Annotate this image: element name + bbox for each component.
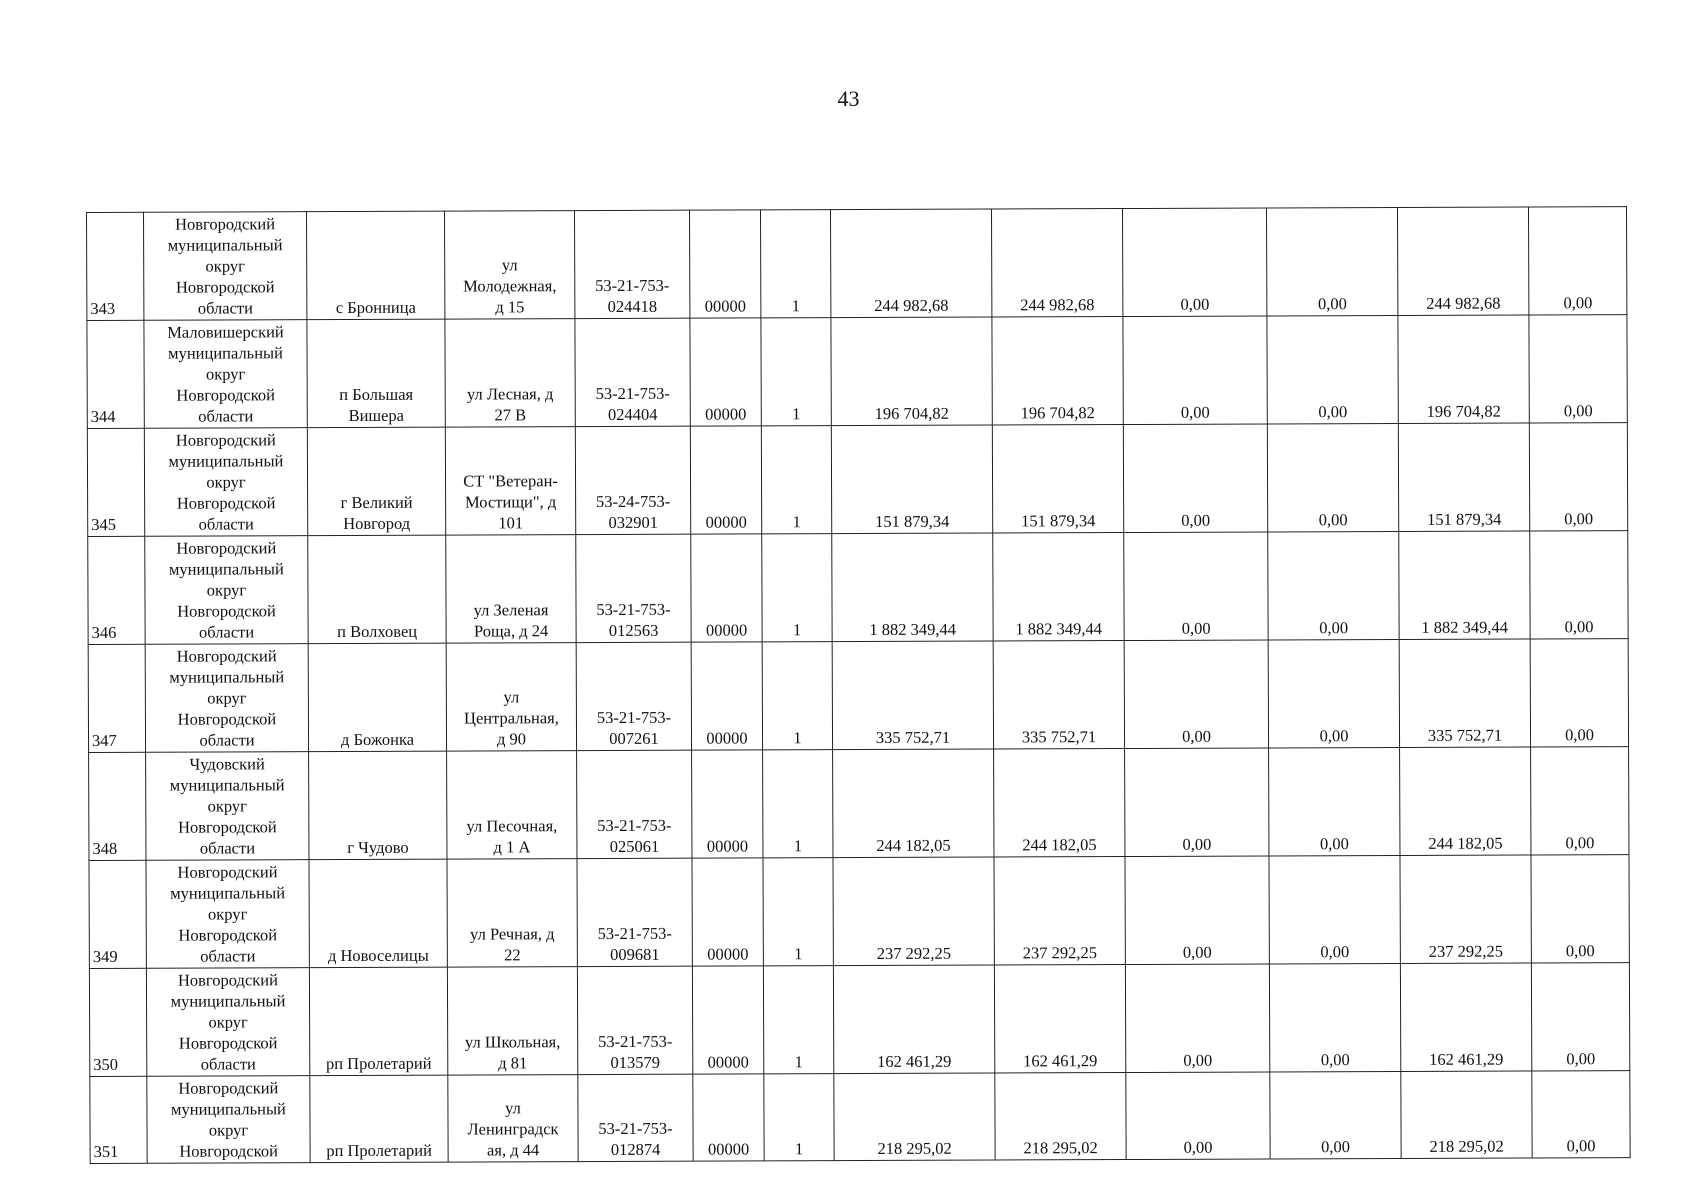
count-cell: 1 [764, 1074, 834, 1161]
settlement-cell: г Великий Новгород [307, 427, 445, 536]
code-cell: 53-21-753- 025061 [577, 750, 692, 858]
amount-cell-5: 218 295,02 [1401, 1071, 1532, 1159]
amount-cell-3: 0,00 [1124, 640, 1268, 749]
amount-cell-4: 0,00 [1269, 747, 1400, 856]
row-number-cell: 348 [89, 752, 146, 860]
row-number-cell: 349 [89, 860, 146, 968]
amount-cell-3: 0,00 [1123, 424, 1267, 533]
amount-cell-4: 0,00 [1270, 1071, 1401, 1159]
amount-cell-3: 0,00 [1124, 532, 1268, 641]
address-cell: ул Центральная, д 90 [446, 643, 576, 751]
amount-total-cell: 162 461,29 [833, 965, 994, 1074]
amount-cell-2: 151 879,34 [992, 425, 1123, 534]
zero-code-cell: 00000 [692, 966, 763, 1074]
settlement-cell: рп Пролетарий [310, 1075, 448, 1163]
row-number-cell: 344 [87, 320, 144, 428]
amount-cell-2: 335 752,71 [993, 641, 1124, 750]
row-number-cell: 343 [87, 212, 144, 320]
address-cell: ул Песочная, д 1 А [447, 751, 577, 859]
amount-total-cell: 335 752,71 [832, 641, 993, 750]
amount-cell-2: 1 882 349,44 [993, 533, 1124, 642]
amount-cell-5: 151 879,34 [1398, 423, 1529, 532]
district-cell: Новгородский муниципальный округ Новгородской области [146, 860, 309, 969]
zero-code-cell: 00000 [692, 858, 763, 966]
count-cell: 1 [763, 966, 833, 1074]
district-cell: Новгородский муниципальный округ Новгородской области [145, 536, 308, 645]
address-cell: ул Лесная, д 27 В [445, 319, 575, 427]
amount-cell-6: 0,00 [1530, 531, 1628, 639]
settlement-cell: д Божонка [308, 643, 446, 752]
code-cell: 53-24-753- 032901 [575, 426, 690, 534]
settlement-cell: п Волховец [308, 535, 446, 644]
page-number: 43 [837, 86, 860, 111]
zero-code-cell: 00000 [693, 1074, 764, 1161]
count-cell: 1 [761, 426, 831, 534]
row-number-cell: 345 [87, 428, 144, 536]
amount-cell-3: 0,00 [1125, 748, 1269, 857]
amount-cell-5: 237 292,25 [1400, 855, 1531, 964]
amount-cell-6: 0,00 [1529, 423, 1627, 531]
count-cell: 1 [760, 210, 830, 318]
amount-total-cell: 218 295,02 [834, 1073, 995, 1161]
table-row [89, 963, 1629, 1077]
row-number-cell: 347 [88, 644, 145, 752]
amount-cell-4: 0,00 [1268, 531, 1399, 640]
table-row [87, 207, 1627, 321]
amount-cell-6: 0,00 [1532, 1071, 1630, 1158]
table-row [89, 855, 1629, 969]
amount-cell-6: 0,00 [1531, 855, 1629, 963]
district-cell: Маловишерский муниципальный округ Новгородской области [144, 320, 307, 429]
address-cell: ул Зеленая Роща, д 24 [446, 535, 576, 643]
amount-cell-4: 0,00 [1266, 207, 1397, 316]
amount-cell-4: 0,00 [1267, 423, 1398, 532]
zero-code-cell: 00000 [691, 642, 762, 750]
count-cell: 1 [762, 534, 832, 642]
zero-code-cell: 00000 [690, 426, 761, 534]
table-row [90, 1071, 1630, 1164]
amount-cell-3: 0,00 [1123, 316, 1267, 425]
amount-cell-5: 1 882 349,44 [1399, 531, 1530, 640]
count-cell: 1 [761, 318, 831, 426]
zero-code-cell: 00000 [689, 210, 760, 318]
table-row [89, 747, 1629, 861]
table-row [87, 423, 1627, 537]
amount-total-cell: 1 882 349,44 [832, 533, 993, 642]
district-cell: Новгородский муниципальный округ Новгородской [147, 1076, 310, 1164]
district-cell: Чудовский муниципальный округ Новгородской области [146, 752, 309, 861]
amount-total-cell: 244 182,05 [833, 749, 994, 858]
code-cell: 53-21-753- 009681 [577, 858, 692, 966]
district-cell: Новгородский муниципальный округ Новгородской области [145, 644, 308, 753]
amount-cell-3: 0,00 [1125, 856, 1269, 965]
address-cell: ул Ленинградск ая, д 44 [448, 1075, 578, 1162]
amount-cell-6: 0,00 [1531, 747, 1629, 855]
settlement-cell: рп Пролетарий [309, 967, 447, 1076]
amount-cell-5: 244 182,05 [1400, 747, 1531, 856]
amount-cell-3: 0,00 [1122, 208, 1266, 317]
amount-cell-5: 335 752,71 [1399, 639, 1530, 748]
settlement-cell: с Бронница [307, 211, 445, 320]
table-row [88, 531, 1628, 645]
zero-code-cell: 00000 [690, 318, 761, 426]
code-cell: 53-21-753- 013579 [577, 966, 692, 1074]
amount-cell-3: 0,00 [1125, 964, 1269, 1073]
address-cell: ул Молодежная, д 15 [444, 211, 574, 319]
table-row [87, 315, 1627, 429]
amount-cell-2: 244 982,68 [991, 209, 1122, 318]
amount-cell-2: 237 292,25 [994, 857, 1125, 966]
amount-cell-2: 162 461,29 [994, 965, 1125, 1074]
row-number-cell: 351 [90, 1076, 147, 1163]
amount-cell-6: 0,00 [1531, 963, 1629, 1071]
amount-cell-2: 196 704,82 [992, 317, 1123, 426]
district-cell: Новгородский муниципальный округ Новгородской области [146, 968, 309, 1077]
code-cell: 53-21-753- 024404 [575, 318, 690, 426]
address-cell: СТ "Ветеран- Мостищи", д 101 [445, 427, 575, 535]
amount-cell-3: 0,00 [1126, 1072, 1270, 1160]
registry-table [86, 206, 1631, 1164]
amount-cell-6: 0,00 [1529, 315, 1627, 423]
amount-cell-2: 244 182,05 [994, 749, 1125, 858]
address-cell: ул Школьная, д 81 [447, 967, 577, 1075]
amount-total-cell: 151 879,34 [831, 425, 992, 534]
amount-cell-5: 244 982,68 [1397, 207, 1528, 316]
amount-cell-6: 0,00 [1530, 639, 1628, 747]
district-cell: Новгородский муниципальный округ Новгородской области [144, 428, 307, 537]
amount-cell-4: 0,00 [1267, 315, 1398, 424]
count-cell: 1 [762, 642, 832, 750]
district-cell: Новгородский муниципальный округ Новгородской области [144, 212, 307, 321]
amount-cell-4: 0,00 [1268, 639, 1399, 748]
table-body [87, 207, 1631, 1164]
row-number-cell: 350 [89, 968, 146, 1076]
code-cell: 53-21-753- 007261 [576, 642, 691, 750]
amount-total-cell: 237 292,25 [833, 857, 994, 966]
amount-cell-4: 0,00 [1269, 855, 1400, 964]
address-cell: ул Речная, д 22 [447, 859, 577, 967]
code-cell: 53-21-753- 024418 [574, 210, 689, 318]
settlement-cell: п Большая Вишера [307, 319, 445, 428]
amount-total-cell: 244 982,68 [830, 209, 991, 318]
amount-cell-6: 0,00 [1528, 207, 1626, 315]
amount-cell-5: 196 704,82 [1398, 315, 1529, 424]
amount-cell-2: 218 295,02 [995, 1073, 1126, 1161]
code-cell: 53-21-753- 012874 [578, 1074, 693, 1161]
zero-code-cell: 00000 [691, 534, 762, 642]
row-number-cell: 346 [88, 536, 145, 644]
amount-total-cell: 196 704,82 [831, 317, 992, 426]
code-cell: 53-21-753- 012563 [576, 534, 691, 642]
settlement-cell: д Новоселицы [309, 859, 447, 968]
amount-cell-4: 0,00 [1269, 963, 1400, 1072]
count-cell: 1 [763, 750, 833, 858]
amount-cell-5: 162 461,29 [1400, 963, 1531, 1072]
settlement-cell: г Чудово [309, 751, 447, 860]
table-row [88, 639, 1628, 753]
zero-code-cell: 00000 [692, 750, 763, 858]
count-cell: 1 [763, 858, 833, 966]
